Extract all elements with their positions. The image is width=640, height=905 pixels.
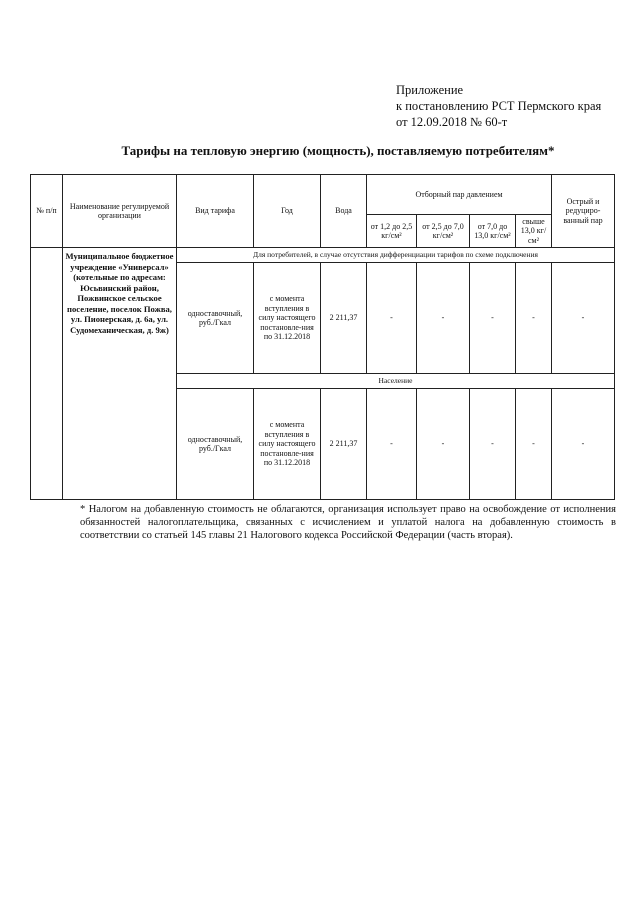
pressure-2-cell: -	[417, 389, 470, 500]
organization-name: Муниципальное бюджетное учреждение «Универсал» (котельные по адресам: Юсьвинский район, Пожвинское сельское поселение, поселок Пожва, ул. Пионерская, д. 6а, ул. Судомеханическая, д. 9ж)	[63, 248, 177, 500]
header-num: № п/п	[31, 175, 63, 248]
group-title-population: Население	[177, 374, 615, 389]
year-cell: с момента вступления в силу настоящего постановле-ния по 31.12.2018	[254, 263, 321, 374]
pressure-2-cell: -	[417, 263, 470, 374]
document-title: Тарифы на тепловую энергию (мощность), поставляемую потребителям*	[121, 143, 555, 158]
row-number	[31, 248, 63, 500]
pressure-1-cell: -	[367, 389, 417, 500]
header-year: Год	[254, 175, 321, 248]
appendix-line-3: от 12.09.2018 № 60-т	[396, 115, 508, 129]
pressure-3-cell: -	[470, 389, 516, 500]
footnote	[50, 503, 616, 542]
header-org: Наименование регулируемой организации	[63, 175, 177, 248]
header-pressure-2: от 2,5 до 7,0 кг/см²	[417, 215, 470, 248]
tariff-table	[30, 174, 615, 500]
water-cell: 2 211,37	[321, 389, 367, 500]
sharp-steam-cell: -	[552, 263, 615, 374]
pressure-4-cell: -	[516, 263, 552, 374]
footnote-text: * Налогом на добавленную стоимость не облагаются, организация использует право на освобождение от исполнения обязанностей налогоплательщика, связанных с исчислением и уплатой налога на добавленную стоимость в соответствии со статьей 145 главы 21 Налогового кодекса Российской Федерации (часть вторая).	[80, 504, 616, 541]
header-pressure-3: от 7,0 до 13,0 кг/см²	[470, 215, 516, 248]
header-pressure-1: от 1,2 до 2,5 кг/см²	[367, 215, 417, 248]
year-cell: с момента вступления в силу настоящего постановле-ния по 31.12.2018	[254, 389, 321, 500]
appendix-line-2: к постановлению РСТ Пермского края	[396, 99, 602, 113]
header-tariff-type: Вид тарифа	[177, 175, 254, 248]
group-title-consumers: Для потребителей, в случае отсутствия дифференциации тарифов по схеме подключения	[177, 248, 615, 263]
tariff-type-cell: одноставочный, руб./Гкал	[177, 263, 254, 374]
header-pressure-4: свыше 13,0 кг/см²	[516, 215, 552, 248]
sharp-steam-cell: -	[552, 389, 615, 500]
document-title-wrap	[0, 143, 640, 159]
header-sharp-steam: Острый и редуциро-ванный пар	[552, 175, 615, 248]
header-row	[31, 175, 615, 215]
tariff-type-cell: одноставочный, руб./Гкал	[177, 389, 254, 500]
header-water: Вода	[321, 175, 367, 248]
pressure-1-cell: -	[367, 263, 417, 374]
water-cell: 2 211,37	[321, 263, 367, 374]
pressure-3-cell: -	[470, 263, 516, 374]
group-row-consumers	[31, 248, 615, 263]
pressure-4-cell: -	[516, 389, 552, 500]
header-steam: Отборный пар давлением	[367, 175, 552, 215]
appendix-line-1: Приложение	[396, 83, 464, 97]
appendix-block	[396, 82, 601, 130]
